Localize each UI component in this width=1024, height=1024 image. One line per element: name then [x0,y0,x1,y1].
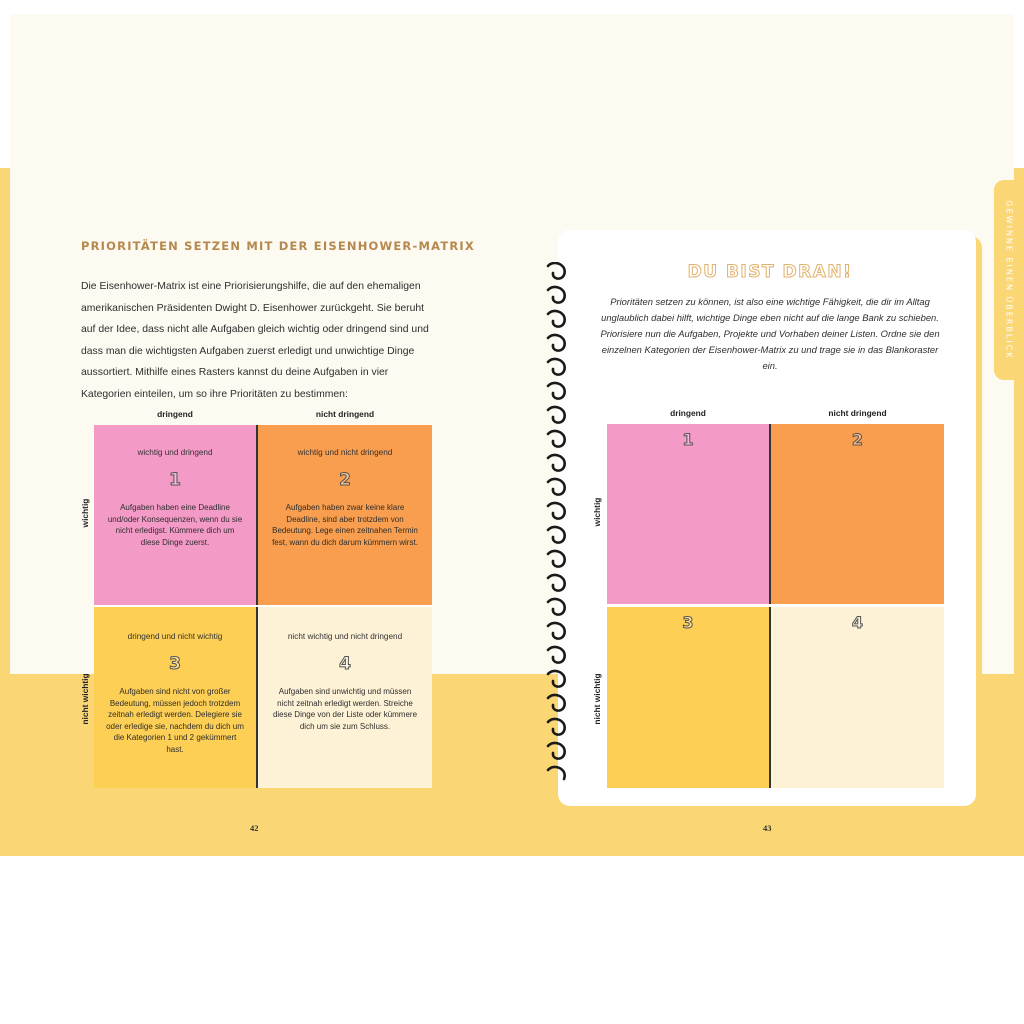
card-instructions: Prioritäten setzen zu können, ist also eine wichtige Fähigkeit, die dir im Alltag unglaublich dabei hilft, wichtige Dinge eben nicht auf die lange Bank zu schieben. Priorisiere nun die Aufgaben, Projekte und Vorhaben deiner Listen. Ordne sie den einzelnen Kategorien der Eisenhower-Matrix zu und trage sie in das Blankoraster ein. [600,296,940,371]
column-label-urgent: dringend [157,409,193,419]
cell-description: Aufgaben sind nicht von großer Bedeutung, müssen jedoch trotzdem zeitnah erledigt werden. Delegiere sie oder erledige sie, nachdem du dich um die Kategorien 1 und 2 gekümmert hast. [106,687,244,754]
matrix-cell-4 [258,607,432,788]
cell-description: Aufgaben haben zwar keine klare Deadline, sind aber trotzdem von Bedeutung. Lege einen zeitnahen Termin fest, wann du dich darum kümmern wirst. [272,503,418,547]
blank-column-label-not-urgent: nicht dringend [828,408,887,418]
cell-description: Aufgaben haben eine Deadline und/oder Konsequenzen, wenn du sie nicht erledigst. Kümmere dich um diese Dinge zuerst. [107,503,243,547]
cell-number: 1 [169,470,181,490]
matrix-horizontal-divider [94,605,432,607]
blank-cell-2[interactable] [771,424,944,604]
cell-title: wichtig und nicht dringend [297,448,393,457]
cell-number: 4 [339,654,351,674]
blank-row-label-important: wichtig [592,497,602,527]
matrix-cell-2 [258,425,432,605]
section-heading: PRIORITÄTEN SETZEN MIT DER EISENHOWER-MATRIX [81,239,475,253]
cell-number: 2 [339,470,351,490]
chapter-tab-label: GEWINNE EINEN ÜBERBLICK [1004,200,1014,360]
cell-number: 1 [682,430,694,449]
cell-number: 3 [169,654,181,674]
blank-cell-4[interactable] [771,607,944,788]
cell-number: 4 [851,613,864,632]
cell-title: nicht wichtig und nicht dringend [287,632,403,641]
intro-paragraph: Die Eisenhower-Matrix ist eine Priorisierungshilfe, die auf den ehemaligen amerikanischen Präsidenten Dwight D. Eisenhower zurückgeht. Sie beruht auf der Idee, dass nicht alle Aufgaben gleich wichtig oder dringend sind und dass man die wichtigsten Aufgaben zuerst erledigt und unwichtige Dinge aussortiert. Mithilfe eines Rasters kannst du deine Aufgaben in vier Kategorien einteilen, um so ihre Prioritäten zu bestimmen: [81,281,429,400]
matrix-cell-1 [94,425,256,605]
cell-description: Aufgaben sind unwichtig und müssen nicht zeitnah erledigt werden. Streiche diese Dinge von der Liste oder kümmere dich um sie zum Schluss. [272,687,418,731]
matrix-cell-3 [94,607,256,788]
cell-title: dringend und nicht wichtig [127,632,223,641]
cell-title: wichtig und dringend [137,448,213,457]
row-label-not-important: nicht wichtig [80,673,90,725]
spiral-binding-icon [540,262,576,782]
page-number-right: 43 [763,823,772,833]
blank-column-label-urgent: dringend [670,408,706,418]
blank-row-label-not-important: nicht wichtig [592,673,602,725]
blank-matrix-horizontal-divider [607,604,944,607]
row-label-important: wichtig [80,498,90,528]
column-label-not-urgent: nicht dringend [315,409,375,419]
blank-cell-3[interactable] [607,607,769,788]
cell-number: 3 [682,613,694,632]
cell-number: 2 [851,430,864,449]
page-number-left: 42 [250,823,259,833]
card-title: DU BIST DRAN! [687,262,853,282]
blank-cell-1[interactable] [607,424,769,604]
